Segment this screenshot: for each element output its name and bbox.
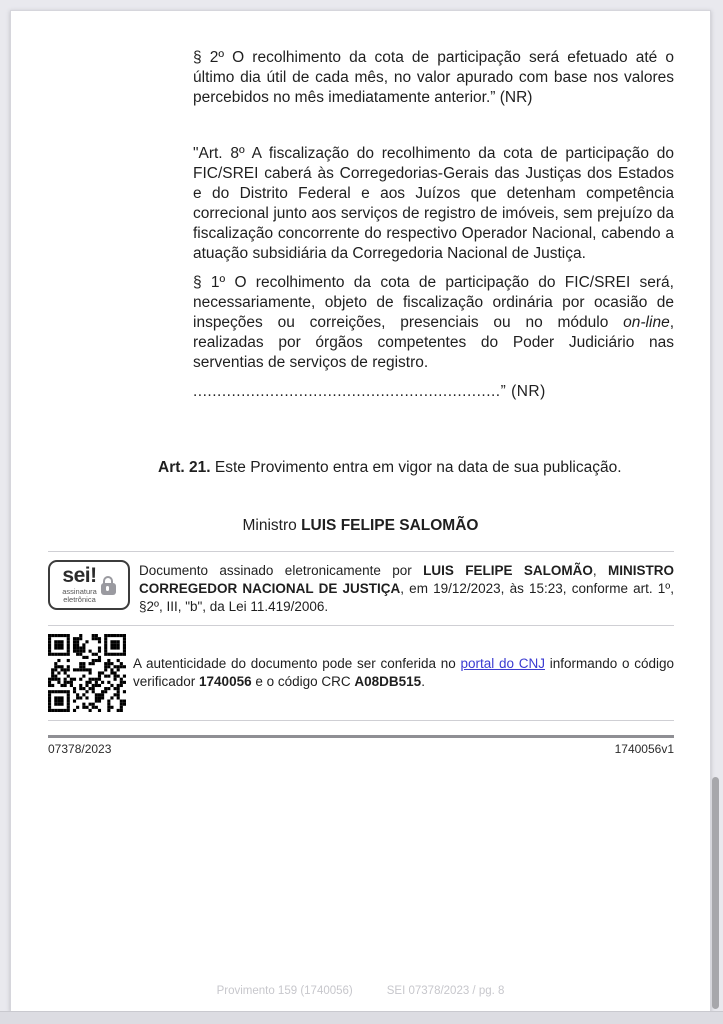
sei-brand-text: sei! [62,564,97,587]
document-page [10,10,711,1012]
thick-rule [48,735,674,738]
pdf-footer-page-label: SEI 07378/2023 / pg. 8 [386,985,505,997]
separator-bottom [48,720,674,721]
paragraph-art21: Art. 21. Este Provimento entra em vigor na data de sua publicação. [158,459,622,476]
vertical-scrollbar-thumb[interactable] [712,777,719,1009]
separator-top [48,551,674,552]
portal-cnj-link[interactable]: portal do CNJ [460,655,545,671]
verification-statement: A autenticidade do documento pode ser conferida no portal do CNJ informando o código verificador 1740056 e o código CRC A08DB515. [133,655,674,689]
paragraph-section2: § 2º O recolhimento da cota de participação será efetuado até o último dia útil de cada mês, no valor apurado com base nos valores percebidos no mês imediatamente anterior.” (NR) [193,49,674,106]
process-number: 07378/2023 [48,741,112,756]
padlock-icon [101,583,116,595]
paragraph-ellipsis: ................................................................” (NR) [193,383,546,400]
qr-code [48,634,126,712]
sei-subtitle-line2: eletrônica [63,595,96,604]
signature-statement: Documento assinado eletronicamente por LUIS FELIPE SALOMÃO, MINISTRO CORREGEDOR NACIONAL DE JUSTIÇA, em 19/12/2023, às 15:23, conforme art. 1º, §2º, III, "b", da Lei 11.419/2006. [139,562,674,614]
separator-middle [48,625,674,626]
pdf-footer-document-label: Provimento 159 (1740056) [216,985,353,997]
page-content [11,11,710,1011]
verification-block [48,634,674,712]
reference-footer [48,742,674,756]
viewer-bottom-gap [0,1011,723,1024]
document-version: 1740056v1 [614,741,674,756]
paragraph-section1: § 1º O recolhimento da cota de participação do FIC/SREI será, necessariamente, objeto de fiscalização ordinária por ocasião de inspeções ou correições, presenciais ou no módulo on-line, realizadas por órgãos competentes do Poder Judiciário nas serventias de serviços de registro. [193,274,674,371]
sei-logo [48,560,130,610]
electronic-signature-block [48,560,674,616]
pdf-page-footer [11,985,710,997]
sei-subtitle-line1: assinatura [62,587,97,596]
paragraph-art8: "Art. 8º A fiscalização do recolhimento da cota de participação do FIC/SREI caberá às Corregedorias-Gerais das Justiças dos Estados e do Distrito Federal e aos Juízos que detenham competência correcional junto aos serviços de registro de imóveis, sem prejuízo da fiscalização concorrente do respectivo Operador Nacional, cabendo a atuação subsidiária da Corregedoria Nacional de Justiça. [193,145,674,262]
minister-signature-line: Ministro LUIS FELIPE SALOMÃO [242,517,479,534]
